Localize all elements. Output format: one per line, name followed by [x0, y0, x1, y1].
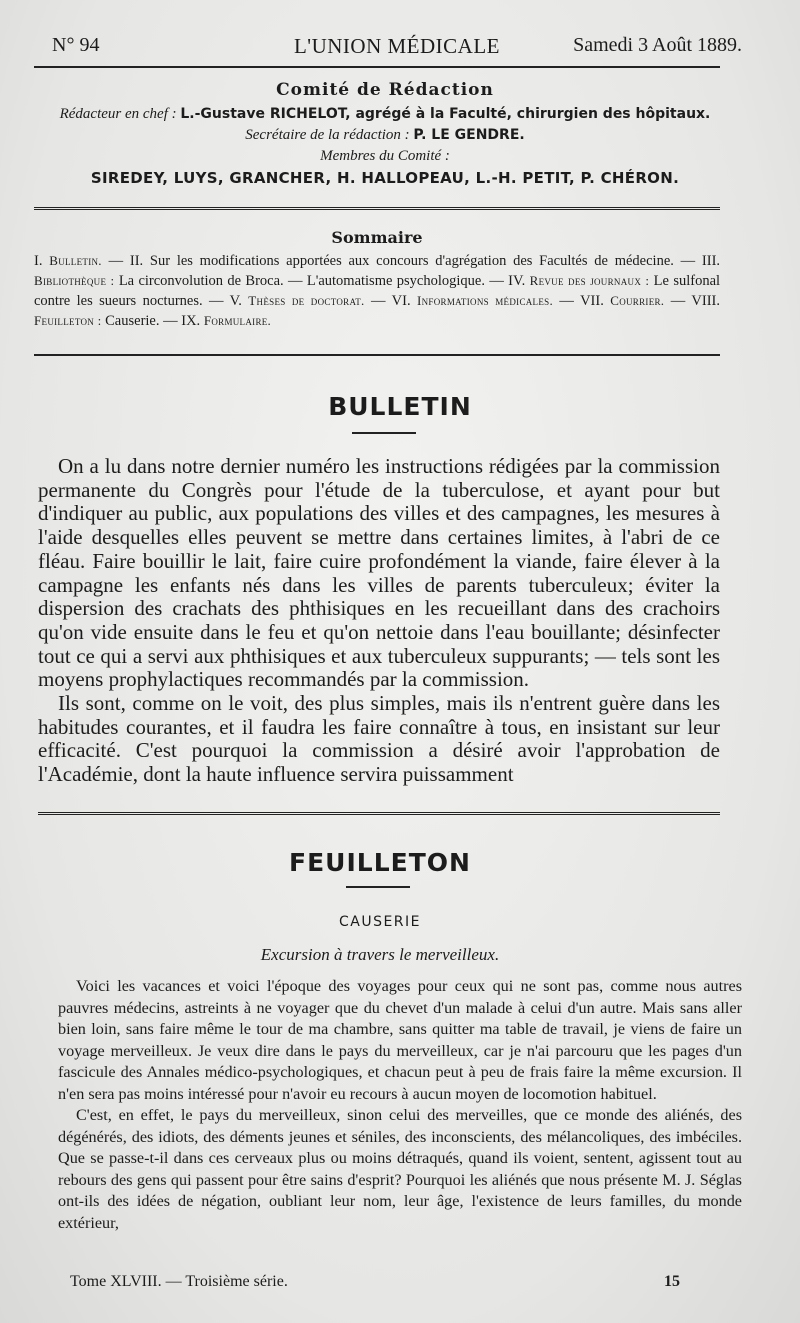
page-number: 15	[664, 1273, 680, 1290]
members-label-line	[40, 146, 730, 167]
journal-title: L'UNION MÉDICALE	[293, 34, 500, 58]
summary-item: — VII. Courrier.	[559, 293, 665, 309]
causerie-subtitle: CAUSERIE	[338, 914, 422, 930]
secretary-value: P. LE GENDRE.	[413, 127, 525, 143]
summary-rule	[34, 354, 720, 356]
summary-title: Sommaire	[331, 228, 423, 247]
summary-item: — V. Thèses de doctorat.	[209, 293, 365, 309]
feuilleton-title-rule	[346, 886, 410, 888]
summary-item: I. Bulletin.	[34, 253, 102, 269]
summary-section	[34, 228, 720, 331]
bulletin-body	[38, 455, 720, 787]
editor-value: L.-Gustave RICHELOT, agrégé à la Faculté, chirurgien des hôpitaux.	[180, 106, 711, 122]
summary-text	[34, 251, 720, 331]
feuilleton-divider	[38, 812, 720, 815]
feuilleton-paragraph: C'est, en effet, le pays du merveilleux, sinon celui des merveilles, que ce monde des aliénés, des dégénérés, des idiots, des déments jeunes et séniles, des inconscients, des mélancoliques, des imbéciles. Que se passe-t-il dans ces cerveaux plus ou moins détraqués, quand ils voient, sentent, agissent tout au rebours des gens qui passent pour être sains d'esprit? Pourquoi les aliénés que nous présente M. J. Séglas ont-ils des idées de négation, oubliant leur nom, leur âge, l'existence de leurs familles, du monde extérieur,	[58, 1106, 742, 1232]
summary-item: — II. Sur les modifications apportées aux concours d'agrégation des Facultés de médecine.	[108, 253, 674, 269]
header-rule	[34, 66, 720, 68]
causerie-heading: Excursion à travers le merveilleux.	[260, 945, 500, 964]
bulletin-title: BULLETIN	[328, 392, 472, 421]
summary-item: — IV. Revue des journaux : Le sulfonal contre les sueurs nocturnes.	[34, 273, 721, 309]
bulletin-title-rule	[352, 432, 416, 434]
summary-item: — VI. Informations médicales.	[371, 293, 554, 309]
summary-item: — III. Bibliothèque : La circonvolution de Broca. — L'automatisme psychologique.	[34, 253, 721, 289]
secretary-line	[40, 125, 730, 146]
feuilleton-paragraph: Voici les vacances et voici l'époque des voyages pour ceux qui ne sont pas, comme nous autres pauvres médecins, astreints à ne voyager que du chevet d'un malade à celui d'un autre. Mais sans aller bien loin, sans faire même le tour de ma chambre, sans quitter ma table de travail, je viens de faire un voyage merveilleux. Je veux dire dans le pays du merveilleux, car je n'ai parcouru que les pages d'un fascicule des Annales médico-psychologiques, et chacun peut à peu de frais faire la même excursion. Il n'en sera pas moins intéressé pour n'avoir eu recours à aucun moyen de locomotion habituel.	[58, 977, 742, 1103]
issue-number: N° 94	[52, 34, 100, 56]
secretary-label: Secrétaire de la rédaction :	[245, 127, 410, 143]
editor-line	[40, 104, 730, 125]
members-label: Membres du Comité :	[320, 148, 450, 164]
feuilleton-body	[58, 976, 742, 1234]
summary-item: — VIII. Feuilleton : Causerie.	[34, 293, 720, 329]
page-header	[52, 34, 742, 64]
summary-item: — IX. Formulaire.	[163, 313, 272, 329]
volume-series: Tome XLVIII. — Troisième série.	[70, 1273, 288, 1290]
committee-title: Comité de Rédaction	[276, 80, 494, 100]
bulletin-paragraph: Ils sont, comme on le voit, des plus simples, mais ils n'entrent guère dans les habitudes courantes, et il faudra les faire connaître à tous, en insistant sur leur efficacité. C'est pourquoi la commission a désiré avoir l'approbation de l'Académie, dont la haute influence servira puissamment	[38, 691, 720, 787]
editor-label: Rédacteur en chef :	[59, 106, 177, 122]
feuilleton-title: FEUILLETON	[289, 848, 471, 877]
committee-rule	[34, 207, 720, 210]
committee-members: SIREDEY, LUYS, GRANCHER, H. HALLOPEAU, L.-H. PETIT, P. CHÉRON.	[90, 169, 680, 187]
bulletin-paragraph: On a lu dans notre dernier numéro les instructions rédigées par la commission permanente du Congrès pour l'étude de la tuberculose, et ayant pour but d'indiquer au public, aux populations des villes et des campagnes, les mesures à l'aide desquelles elles peuvent se mettre dans certaines limites, à l'abri de ce fléau. Faire bouillir le lait, faire cuire profondément la viande, faire élever à la campagne les enfants nés dans les villes de parents tuberculeux; éviter la dispersion des crachats des phthisiques en les recueillant dans des crachoirs qu'on vide ensuite dans le feu et qu'on nettoie dans l'eau bouillante; désinfecter tout ce qui a servi aux phthisiques et aux tuberculeux suppurants; — tels sont les moyens prophylactiques recommandés par la commission.	[38, 454, 720, 692]
issue-date: Samedi 3 Août 1889.	[573, 34, 742, 56]
editorial-committee	[40, 80, 730, 187]
